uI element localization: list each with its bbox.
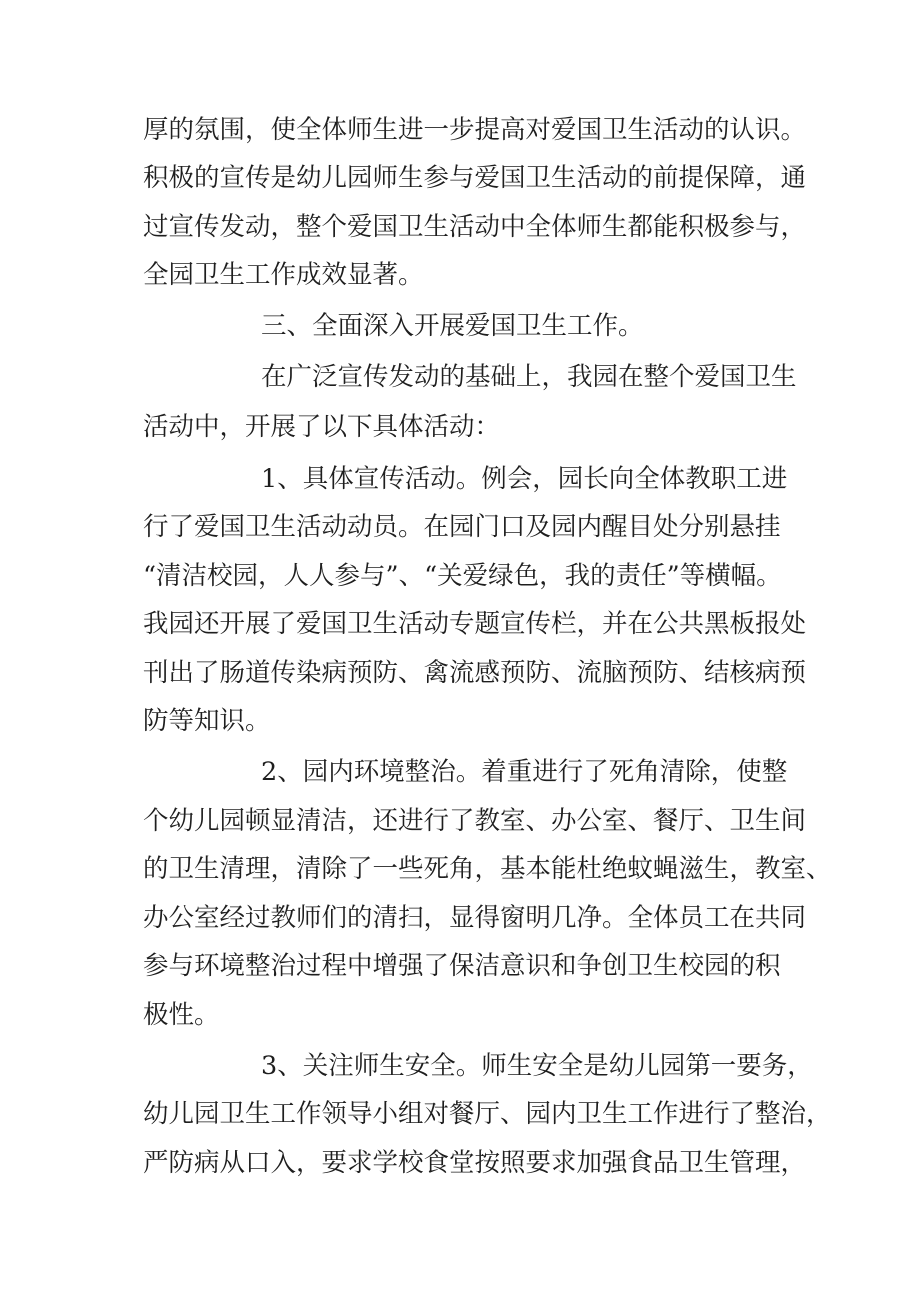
text-line: 严防病从口入，要求学校食堂按照要求加强食品卫生管理，	[143, 1148, 807, 1178]
text-line: 我园还开展了爱国卫生活动专题宣传栏，并在公共黑板报处	[143, 609, 807, 639]
text-line: 个幼儿园顿显清洁，还进行了教室、办公室、餐厅、卫生间	[143, 806, 807, 836]
text-line: 行了爱国卫生活动动员。在园门口及园内醒目处分别悬挂	[143, 512, 781, 542]
text-line: 刊出了肠道传染病预防、禽流感预防、流脑预防、结核病预	[143, 658, 807, 688]
text-line: 厚的氛围，使全体师生进一步提高对爱国卫生活动的认识。	[143, 115, 807, 145]
text-line: 在广泛宣传发动的基础上，我园在整个爱国卫生	[261, 362, 797, 392]
text-line: “清洁校园，人人参与”、“关爱绿色，我的责任”等横幅。	[143, 561, 782, 591]
text-line: 办公室经过教师们的清扫，显得窗明几净。全体员工在共同	[143, 903, 807, 933]
text-line: 活动中，开展了以下具体活动：	[143, 412, 501, 442]
text-line: 1、具体宣传活动。例会，园长向全体教职工进	[261, 464, 788, 494]
text-line: 过宣传发动，整个爱国卫生活动中全体师生都能积极参与，	[143, 212, 807, 242]
text-line: 的卫生清理，清除了一些死角，基本能杜绝蚊蝇滋生，教室、	[143, 854, 832, 884]
text-line: 幼儿园卫生工作领导小组对餐厅、园内卫生工作进行了整治，	[143, 1099, 832, 1129]
text-line: 2、园内环境整治。着重进行了死角清除，使整	[261, 757, 788, 787]
text-line: 防等知识。	[143, 706, 271, 736]
text-line: 3、关注师生安全。师生安全是幼儿园第一要务，	[261, 1051, 813, 1081]
text-line: 参与环境整治过程中增强了保洁意识和争创卫生校园的积	[143, 951, 781, 981]
text-line: 积极的宣传是幼儿园师生参与爱国卫生活动的前提保障，通	[143, 163, 807, 193]
section-heading: 三、全面深入开展爱国卫生工作。	[261, 311, 644, 341]
text-line: 全园卫生工作成效显著。	[143, 260, 424, 290]
text-line: 极性。	[143, 1000, 220, 1030]
